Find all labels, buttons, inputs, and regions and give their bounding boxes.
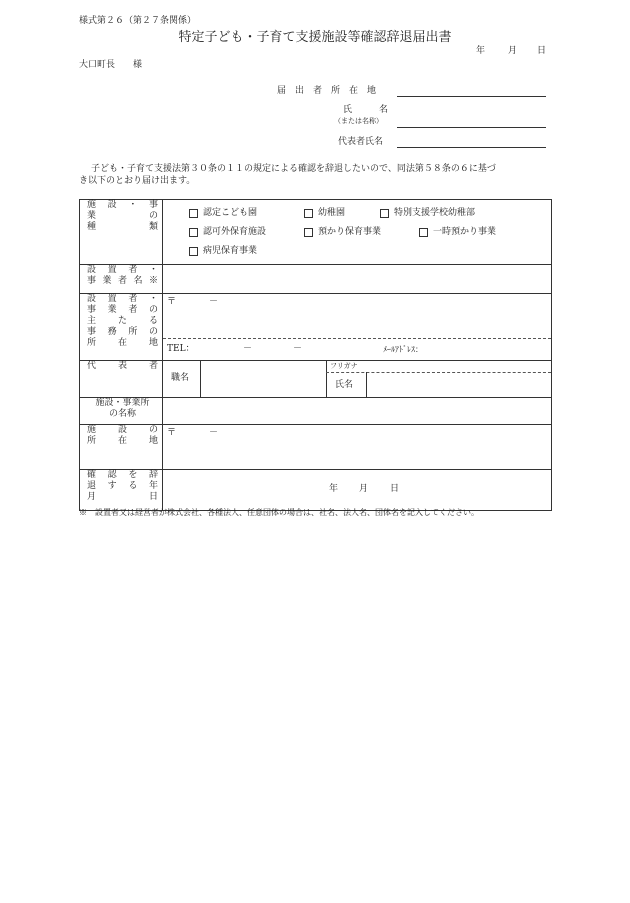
tel-label: TEL： xyxy=(167,344,195,354)
name-divider xyxy=(326,361,327,397)
representative-name-label: 代表者氏名 xyxy=(338,137,384,147)
office-location-cell xyxy=(163,294,552,361)
applicant-address-label: 届 出 者 所 在 地 xyxy=(277,86,377,96)
representative-cell xyxy=(163,361,552,398)
label-line: 事 業 者 の xyxy=(87,305,158,315)
facility-type-options-cell xyxy=(163,200,552,265)
checkbox-icon[interactable] xyxy=(189,247,198,256)
tel-dash-1: － xyxy=(243,344,253,354)
option-youchien[interactable] xyxy=(304,208,380,219)
representative-name-field[interactable] xyxy=(397,147,546,148)
office-location-row xyxy=(80,294,552,361)
postal-dash: － xyxy=(209,297,219,307)
option-label: 特別支援学校幼稚部 xyxy=(394,208,476,218)
option-label: 預かり保育事業 xyxy=(318,227,382,237)
post-label: 職名 xyxy=(171,373,190,383)
postal-code-field-1[interactable] xyxy=(183,296,207,308)
facility-name-field[interactable] xyxy=(163,398,552,425)
facility-location-row xyxy=(80,425,552,470)
rep-name-divider xyxy=(366,372,367,397)
label-line: 施 設 の xyxy=(87,425,158,435)
email-label: ﾒｰﾙｱﾄﾞﾚｽ： xyxy=(383,345,423,354)
applicant-name-sub-label: （または名称） xyxy=(334,117,383,125)
checkbox-icon[interactable] xyxy=(189,209,198,218)
tel-dash-2: － xyxy=(293,344,303,354)
label-line: 事 務 所 の xyxy=(87,327,158,337)
addressee: 大口町長 様 xyxy=(79,60,143,70)
representative-row xyxy=(80,361,552,398)
date-year-label: 年 xyxy=(476,46,486,56)
label-line: 事業者名※ xyxy=(87,276,158,286)
date-month-label: 月 xyxy=(508,46,518,56)
option-label: 病児保育事業 xyxy=(203,246,258,256)
options-row-1 xyxy=(163,204,551,223)
checkbox-icon[interactable] xyxy=(189,228,198,237)
option-label: 認定こども園 xyxy=(203,208,258,218)
withdraw-day-label: 日 xyxy=(390,484,400,494)
label-line: 設 置 者 ・ xyxy=(87,294,158,304)
options-row-2 xyxy=(163,223,551,242)
facility-type-label-cell xyxy=(80,200,163,265)
checkbox-icon[interactable] xyxy=(380,209,389,218)
office-location-label-cell xyxy=(80,294,163,361)
facility-name-row xyxy=(80,398,552,425)
postal-mark: 〒 xyxy=(167,297,177,307)
email-field[interactable] xyxy=(425,342,560,355)
option-azukari-hoiku[interactable] xyxy=(304,227,419,238)
label-line: 退 す る 年 xyxy=(87,481,158,491)
label-line: 主 た る xyxy=(87,316,158,326)
options-row-3 xyxy=(163,242,551,261)
option-ichiji-azukari[interactable] xyxy=(419,227,496,238)
applicant-name-field[interactable] xyxy=(397,127,546,128)
withdrawal-date-label-cell xyxy=(80,470,163,511)
option-nintei-kodomoen[interactable] xyxy=(189,208,304,219)
facility-address-field[interactable] xyxy=(167,441,557,467)
label-line: 確 認 を 辞 xyxy=(87,470,158,480)
option-tokubetsu-shien[interactable] xyxy=(380,208,475,219)
rep-name-field[interactable] xyxy=(369,375,559,395)
post-field[interactable] xyxy=(203,363,323,395)
furigana-label: フリガナ xyxy=(330,362,358,370)
label-line: 施 設 ・ 事 xyxy=(87,200,158,210)
office-address-field[interactable] xyxy=(167,310,557,334)
facility-postal-field-2[interactable] xyxy=(223,427,263,439)
withdraw-year-label: 年 xyxy=(329,484,339,494)
operator-name-label-cell xyxy=(80,265,163,294)
rep-name-label: 氏名 xyxy=(335,380,354,390)
operator-name-field[interactable] xyxy=(163,265,552,294)
facility-postal-field-1[interactable] xyxy=(183,427,207,439)
option-label: 幼稚園 xyxy=(318,208,346,218)
representative-label-cell xyxy=(80,361,163,398)
label-line: 設 置 者 ・ xyxy=(87,265,158,275)
checkbox-icon[interactable] xyxy=(304,228,313,237)
applicant-address-field[interactable] xyxy=(397,96,546,97)
form-number: 様式第２６（第２７条関係） xyxy=(79,16,197,26)
applicant-name-label: 氏 名 xyxy=(343,105,389,115)
label-line: の名称 xyxy=(108,409,136,419)
facility-postal-dash: － xyxy=(209,428,219,438)
withdraw-month-label: 月 xyxy=(359,484,369,494)
withdrawal-form-table xyxy=(79,199,552,511)
facility-postal-mark: 〒 xyxy=(167,428,177,438)
label-line: 所 在 地 xyxy=(87,436,158,446)
body-text-line2: き以下のとおり届け出ます。 xyxy=(79,176,196,186)
furigana-field[interactable] xyxy=(369,362,559,371)
option-ninkagai-hoiku[interactable] xyxy=(189,227,304,238)
postal-code-field-2[interactable] xyxy=(223,296,263,308)
withdrawal-date-row xyxy=(80,470,552,511)
furigana-divider xyxy=(326,372,551,373)
footnote: ※ 設置者又は経営者が株式会社、各種法人、任意団体の場合は、社名、法人名、団体名を記入してください。 xyxy=(79,508,479,517)
date-day-label: 日 xyxy=(537,46,547,56)
option-byouji-hoiku[interactable] xyxy=(189,246,257,257)
label-line: 業 の xyxy=(87,211,158,221)
document-title: 特定子ども・子育て支援施設等確認辞退届出書 xyxy=(178,30,452,45)
facility-type-row xyxy=(80,200,552,265)
label-line: 月 日 xyxy=(87,492,158,502)
facility-location-label-cell xyxy=(80,425,163,470)
checkbox-icon[interactable] xyxy=(419,228,428,237)
option-label: 一時預かり事業 xyxy=(433,227,497,237)
checkbox-icon[interactable] xyxy=(304,209,313,218)
option-label: 認可外保育施設 xyxy=(203,227,267,237)
post-divider xyxy=(200,361,201,397)
tel-divider xyxy=(163,338,551,339)
body-text-line1: 子ども・子育て支援法第３０条の１１の規定による確認を辞退したいので、同法第５８条の６に基づ xyxy=(91,164,496,174)
label-line: 施設・事業所 xyxy=(95,398,150,408)
label-line: 代 表 者 xyxy=(87,361,158,371)
tel-field[interactable] xyxy=(191,342,341,355)
label-line: 所 在 地 xyxy=(87,338,158,348)
withdrawal-date-cell[interactable] xyxy=(163,470,552,511)
facility-name-label-cell xyxy=(80,398,163,425)
operator-name-row xyxy=(80,265,552,294)
label-line: 種 類 xyxy=(87,222,158,232)
facility-location-cell xyxy=(163,425,552,470)
